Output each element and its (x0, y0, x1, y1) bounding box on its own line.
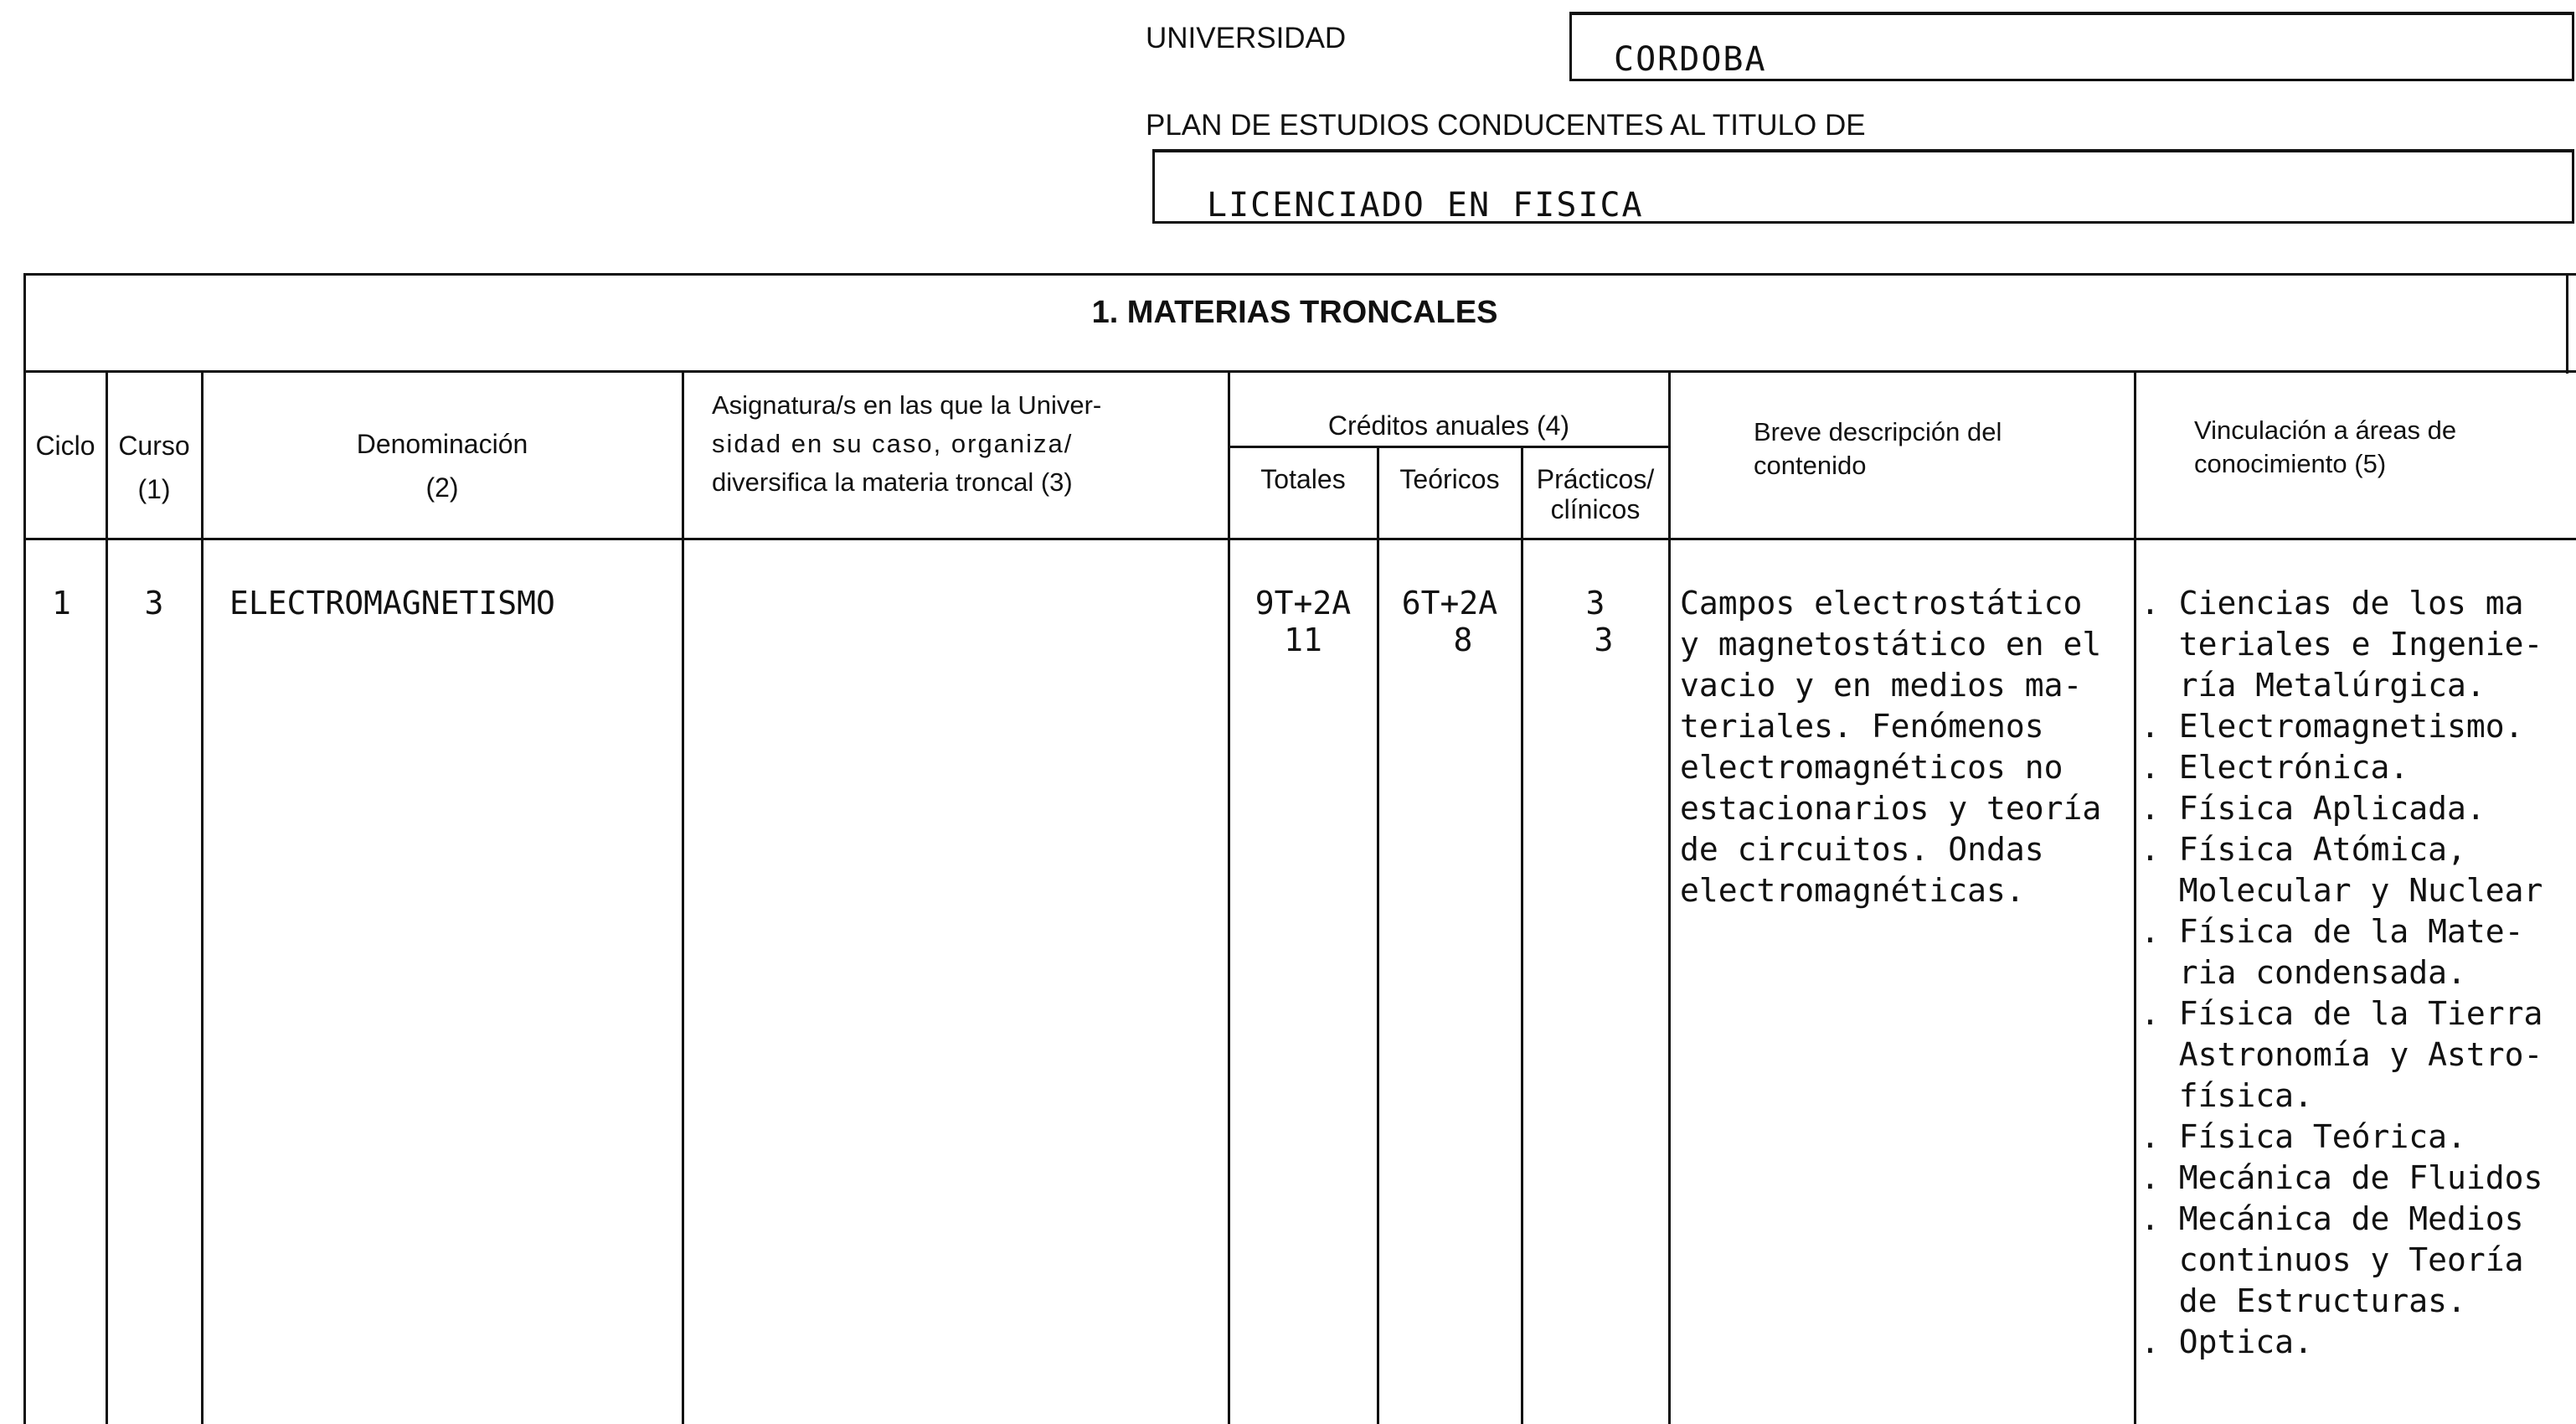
plan-label: PLAN DE ESTUDIOS CONDUCENTES AL TITULO DE (1146, 109, 1866, 142)
universidad-field (1569, 12, 2574, 81)
row-practicos-2: 3 (1594, 622, 1614, 658)
row-teoricos-2: 8 (1453, 622, 1473, 658)
row-curso: 3 (144, 585, 164, 622)
titulo-value: LICENCIADO EN FISICA (1207, 186, 1644, 224)
col-header-asignatura-line3: diversifica la materia troncal (3) (712, 467, 1073, 497)
row-teoricos-1: 6T+2A (1401, 585, 1498, 622)
row-practicos-1: 3 (1585, 585, 1605, 622)
universidad-value: CORDOBA (1614, 40, 1767, 79)
row-totales-2: 11 (1284, 622, 1322, 658)
col-header-practicos-line2: clínicos (1550, 494, 1641, 524)
titulo-field (1152, 149, 2574, 224)
col-header-asignatura-line2: sidad en su caso, organiza/ (712, 429, 1074, 458)
col-header-creditos: Créditos anuales (4) (1327, 410, 1570, 441)
row-vinculacion: . Ciencias de los ma teriales e Ingenie- ría Metalúrgica. . Electromagnetismo. . Electrónica. . Física Aplicada. . Física Atómica, Molecular y Nuclear . Física de la Mate- ria condensada. . Física de la Tierra Astronomía y Astro- física. . Física Teórica. . Mecánica de Fluidos . Mecánica de Medios continuos y Teoría de Estructuras. . Optica. (2141, 585, 2543, 1360)
col-header-denominacion-note: (2) (425, 472, 459, 503)
col-header-denominacion: Denominación (356, 429, 528, 459)
universidad-label: UNIVERSIDAD (1146, 22, 1347, 54)
col-header-totales: Totales (1260, 464, 1346, 494)
table-title: 1. MATERIAS TRONCALES (1091, 295, 1498, 330)
row-descripcion: Campos electrostático y magnetostático en el vacio y en medios ma- teriales. Fenómenos electromagnéticos no estacionarios y teoría de circuitos. Ondas electromagnéticas. (1680, 585, 2102, 909)
col-header-curso-note: (1) (137, 474, 171, 504)
col-header-descripcion-line2: contenido (1754, 451, 1867, 480)
col-header-ciclo: Ciclo (35, 431, 95, 461)
col-header-practicos-line1: Prácticos/ (1536, 464, 1655, 494)
row-ciclo: 1 (52, 585, 71, 622)
col-header-asignatura-line1: Asignatura/s en las que la Univer- (712, 390, 1102, 420)
col-header-descripcion-line1: Breve descripción del (1754, 417, 2002, 446)
col-header-curso: Curso (118, 431, 190, 461)
row-denominacion: ELECTROMAGNETISMO (229, 585, 555, 622)
row-totales-1: 9T+2A (1255, 585, 1352, 622)
col-header-vinculacion-line2: conocimiento (5) (2194, 449, 2387, 478)
col-header-vinculacion-line1: Vinculación a áreas de (2194, 415, 2457, 445)
col-header-teoricos: Teóricos (1399, 464, 1500, 494)
